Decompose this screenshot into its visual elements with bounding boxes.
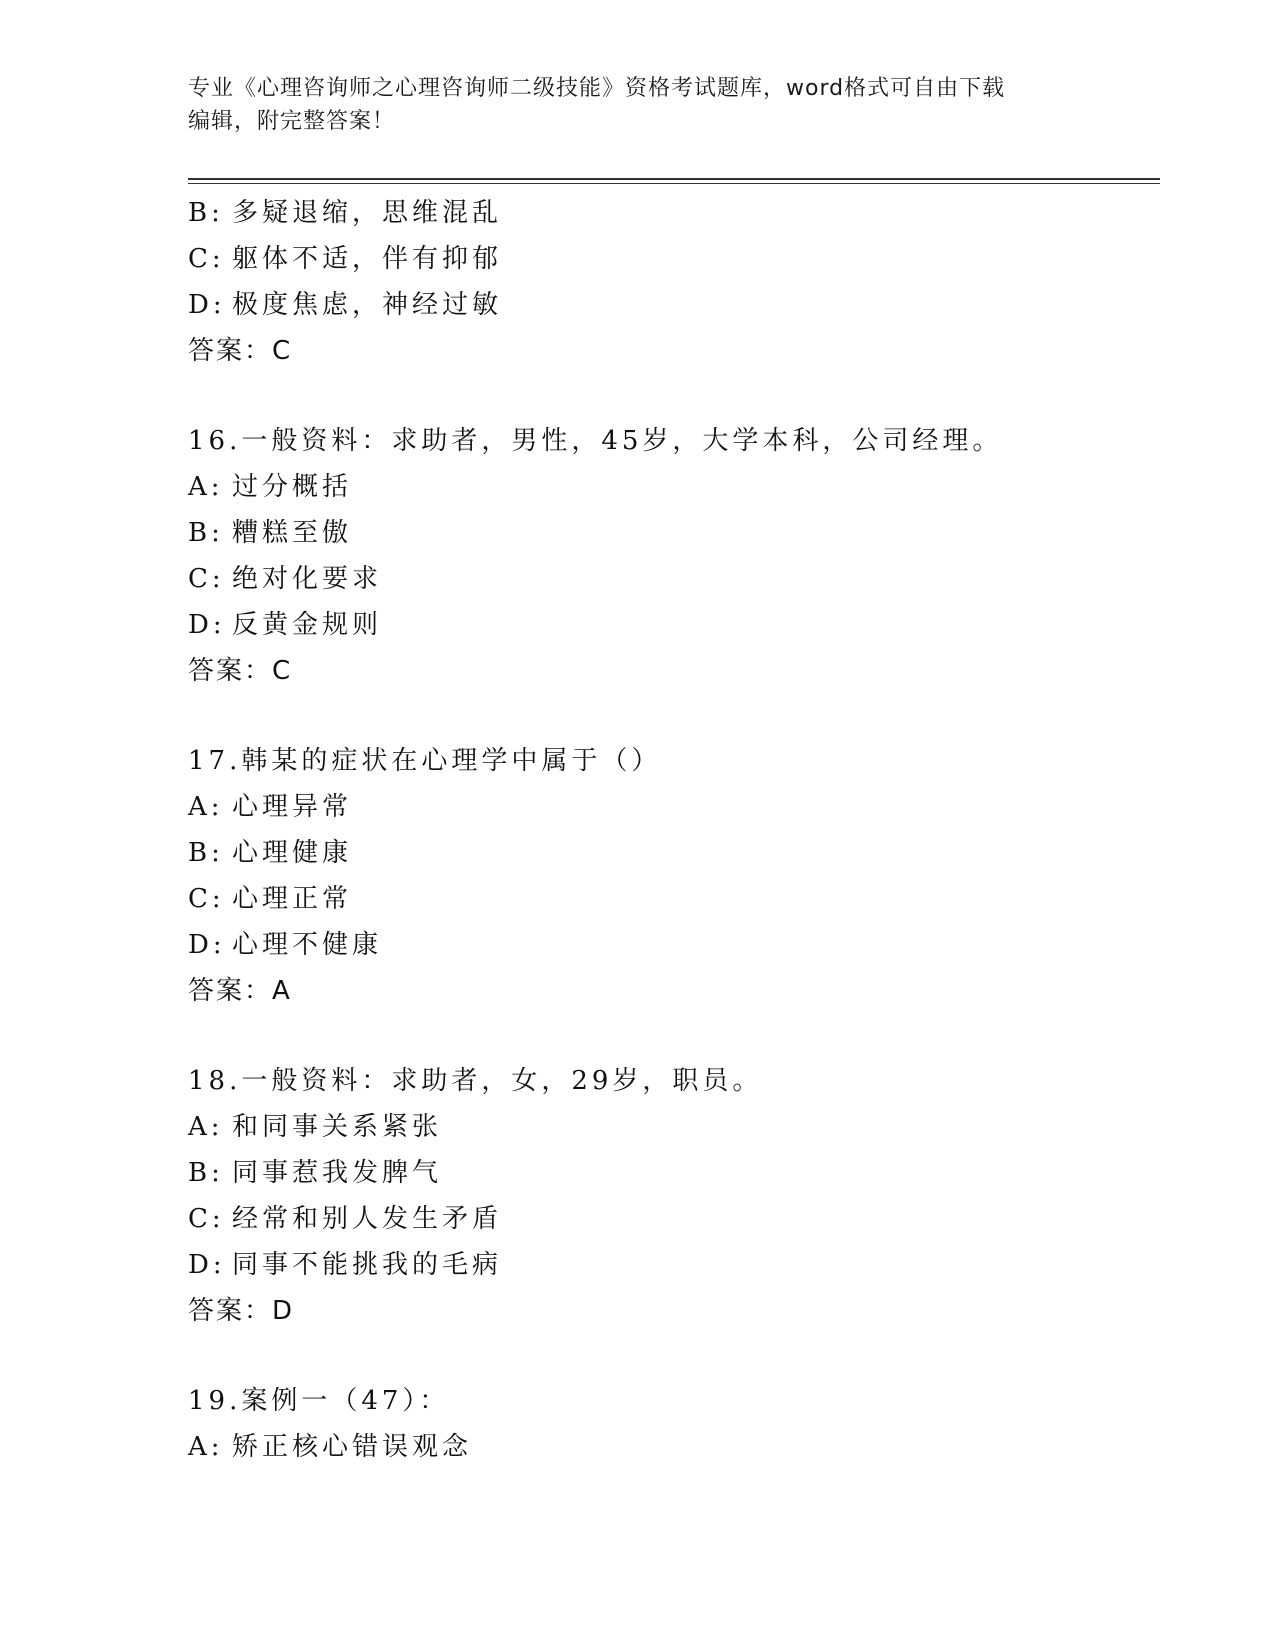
option-text: 心理健康: [232, 838, 353, 868]
answer-line: 答案：A: [188, 976, 292, 1006]
option-letter: B:: [188, 198, 224, 228]
option-text: 同事惹我发脾气: [232, 1158, 443, 1188]
option-d: [188, 922, 1148, 968]
option-text: 和同事关系紧张: [232, 1112, 443, 1142]
option-letter: C:: [188, 244, 225, 274]
question-block-16: [188, 418, 1148, 694]
header-divider: [188, 178, 1160, 180]
question-block-18: [188, 1058, 1148, 1334]
option-text: 心理正常: [232, 884, 353, 914]
option-letter: C:: [188, 884, 225, 914]
option-text: 糟糕至傲: [232, 518, 353, 548]
option-a: [188, 1104, 1148, 1150]
option-d: [188, 282, 1148, 328]
option-d: [188, 602, 1148, 648]
option-c: [188, 1196, 1148, 1242]
option-text: 极度焦虑，神经过敏: [232, 290, 503, 320]
option-a: [188, 784, 1148, 830]
option-letter: B:: [188, 1158, 224, 1188]
option-text: 矫正核心错误观念: [232, 1432, 473, 1462]
option-text: 反黄金规则: [232, 610, 383, 640]
header-divider-thin: [188, 183, 1160, 184]
question-text: 17.韩某的症状在心理学中属于（）: [188, 746, 662, 776]
option-a: [188, 464, 1148, 510]
question-text: 18.一般资料：求助者，女，29岁，职员。: [188, 1066, 763, 1096]
option-text: 绝对化要求: [232, 564, 383, 594]
option-b: [188, 510, 1148, 556]
option-letter: D:: [188, 610, 226, 640]
option-letter: D:: [188, 290, 226, 320]
option-b: [188, 1150, 1148, 1196]
option-b: [188, 190, 1148, 236]
option-text: 过分概括: [232, 472, 353, 502]
option-letter: A:: [188, 1432, 224, 1462]
option-letter: D:: [188, 1250, 226, 1280]
option-c: [188, 556, 1148, 602]
option-letter: B:: [188, 838, 224, 868]
option-text: 同事不能挑我的毛病: [232, 1250, 503, 1280]
option-c: [188, 876, 1148, 922]
answer-line: 答案：C: [188, 656, 293, 686]
question-text: 16.一般资料：求助者，男性，45岁，大学本科，公司经理。: [188, 426, 1003, 456]
option-text: 经常和别人发生矛盾: [232, 1204, 503, 1234]
option-a: [188, 1424, 1148, 1470]
option-text: 多疑退缩，思维混乱: [232, 198, 503, 228]
option-letter: A:: [188, 792, 224, 822]
question-block-17: [188, 738, 1148, 1014]
option-text: 心理不健康: [232, 930, 383, 960]
option-letter: C:: [188, 564, 225, 594]
question-block-19: [188, 1378, 1148, 1470]
option-letter: B:: [188, 518, 224, 548]
header-line-1: 专业《心理咨询师之心理咨询师二级技能》资格考试题库，word格式可自由下载: [188, 76, 1006, 101]
option-letter: C:: [188, 1204, 225, 1234]
option-text: 心理异常: [232, 792, 353, 822]
option-b: [188, 830, 1148, 876]
document-header: [188, 72, 1088, 138]
option-letter: A:: [188, 1112, 224, 1142]
option-letter: D:: [188, 930, 226, 960]
question-text: 19.案例一（47）：: [188, 1386, 450, 1416]
question-list: [188, 190, 1148, 1470]
option-text: 躯体不适，伴有抑郁: [232, 244, 503, 274]
question-block-15: [188, 190, 1148, 374]
answer-line: 答案：D: [188, 1296, 295, 1326]
header-line-2: 编辑，附完整答案！: [188, 109, 396, 134]
answer-line: 答案：C: [188, 336, 293, 366]
option-letter: A:: [188, 472, 224, 502]
option-c: [188, 236, 1148, 282]
option-d: [188, 1242, 1148, 1288]
